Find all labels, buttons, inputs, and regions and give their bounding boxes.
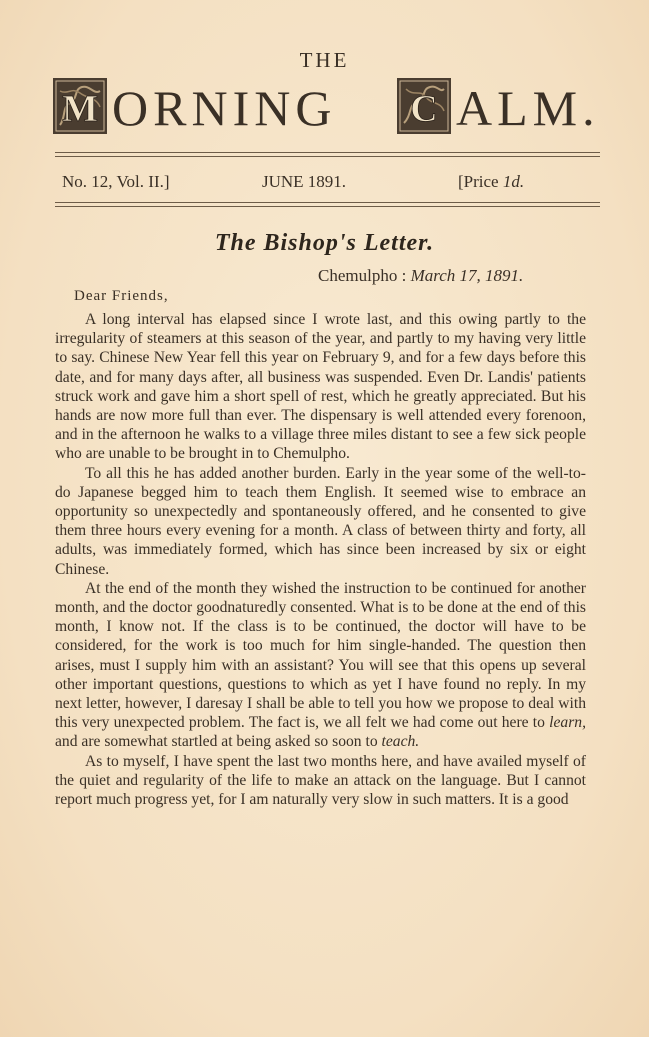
- paragraph-1: A long interval has elapsed since I wrote last, and this owing partly to the irregularity of steamers at this season of the year, and partly to my having very little to say. Chinese New Year fell this year on February 9, and for a few days before this date, and for many days after, all business was suspended. Even Dr. Landis' patients struck work and gave him a short spell of rest, which he greatly appreciated. But his hands are now more full than ever. The dispensary is well attended every forenoon, and in the afternoon he walks to a village three miles distant to see a few sick people who are unable to be brought in to Chemulpho.: [55, 311, 586, 463]
- masthead: [52, 77, 612, 141]
- dateline-place: Chemulpho :: [318, 266, 407, 285]
- emphasis-teach: teach.: [381, 733, 420, 751]
- ornamental-initial-c: [396, 77, 452, 135]
- svg-text:C: C: [410, 88, 438, 130]
- price-prefix: [Price: [458, 172, 499, 191]
- paragraph-3: [55, 579, 586, 752]
- svg-text:M: M: [62, 88, 98, 130]
- issue-date: JUNE 1891.: [262, 172, 347, 191]
- dateline-date: March 17, 1891.: [410, 266, 524, 285]
- paragraph-3-text: At the end of the month they wished the instruction to be continued for another month, and the doctor goodnaturedly consented. What is to be done at the end of this month, I know not. If the class is to be continued, the doctor will have to be considered, for the work is too much for him single-handed. The question then arises, must I supply him with an assistant? You will see that this opens up several other important questions, questions to which as yet I have found no reply. In my next letter, however, I daresay I shall be able to tell you how we propose to deal with this very unexpected problem. The fact is, we all felt we had come out here to: [55, 579, 586, 732]
- emphasis-learn: learn,: [549, 714, 586, 732]
- paragraph-3-mid: and are somewhat startled at being asked so soon to: [55, 733, 382, 751]
- masthead-word-calm: ALM.: [456, 80, 600, 136]
- paragraph-4: As to myself, I have spent the last two months here, and have availed myself of the quiet and regularity of the life to make an attack on the language. But I cannot report much progress yet, for I am naturally very slow in such matters. It is a good: [55, 752, 586, 809]
- rule-top: [55, 152, 600, 153]
- rule-bottom: [55, 202, 600, 203]
- article-title: The Bishop's Letter.: [214, 230, 435, 256]
- rule-top-2: [55, 156, 600, 157]
- ornamental-initial-m: [52, 77, 108, 135]
- price-value: 1d.: [502, 172, 525, 191]
- issue-price: [458, 172, 524, 192]
- rule-bottom-2: [55, 206, 600, 207]
- salutation: Dear Friends,: [74, 288, 169, 304]
- masthead-word-morning: ORNING: [112, 80, 337, 136]
- paragraph-2: To all this he has added another burden. Early in the year some of the well-to-do Japanese begged him to teach them English. It seemed wise to embrace an opportunity so unexpectedly and spontaneously offered, and he consented to give them three hours every evening for a month. A class of between thirty and forty, all adults, was immediately formed, which has since been increased by six or eight Chinese.: [55, 464, 586, 578]
- issue-number: No. 12, Vol. II.]: [62, 172, 170, 191]
- dateline: [318, 266, 523, 286]
- letter-body: [55, 310, 586, 809]
- masthead-the: THE: [299, 48, 350, 72]
